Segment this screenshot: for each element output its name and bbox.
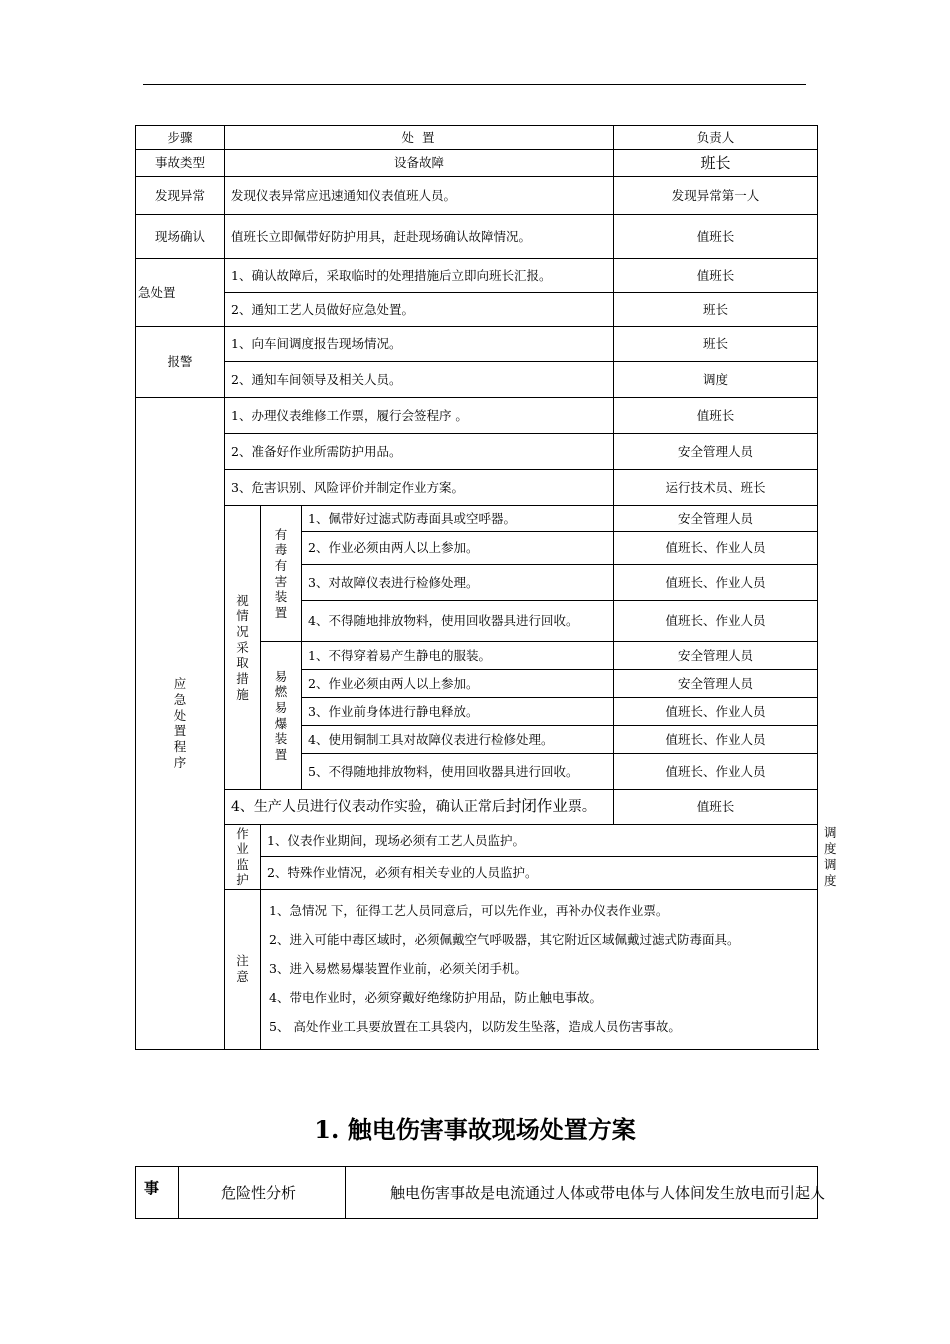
emergency-row bbox=[136, 259, 818, 293]
procedure-owner: 值班长 bbox=[614, 398, 818, 434]
procedure-row bbox=[136, 398, 818, 434]
accident-type-value: 设备故障 bbox=[225, 150, 614, 177]
emergency-owner: 班长 bbox=[614, 293, 818, 327]
header-rule bbox=[143, 84, 806, 85]
alarm-text: 2、通知车间领导及相关人员。 bbox=[225, 362, 614, 398]
procedure-final-owner: 值班长 bbox=[614, 790, 818, 825]
emergency-label: 急处置 bbox=[136, 259, 225, 327]
section-title: 1. 触电伤害事故现场处置方案 bbox=[314, 1115, 636, 1144]
procedure-label bbox=[136, 398, 225, 1050]
accident-type-label: 事故类型 bbox=[136, 150, 225, 177]
confirm-label: 现场确认 bbox=[136, 215, 225, 259]
flammable-text: 2、作业必须由两人以上参加。 bbox=[302, 670, 614, 698]
procedure-text: 3、危害识别、风险评价并制定作业方案。 bbox=[225, 470, 614, 506]
note-item: 2、进入可能中毒区域时，必须佩戴空气呼吸器，其它附近区域佩戴过滤式防毒面具。 bbox=[269, 931, 740, 947]
flammable-owner: 安全管理人员 bbox=[614, 670, 818, 698]
toxic-label-text: 有毒有害装置 bbox=[274, 526, 288, 620]
flammable-label-text: 易燃易爆装置 bbox=[274, 668, 288, 762]
emergency-owner: 值班长 bbox=[614, 259, 818, 293]
note-item: 1、急情况 下，征得工艺人员同意后，可以先作业，再补办仪表作业票。 bbox=[269, 902, 669, 918]
flammable-text: 4、使用铜制工具对故障仪表进行检修处理。 bbox=[302, 726, 614, 754]
risk-col1: 事 bbox=[136, 1167, 179, 1219]
confirm-text: 值班长立即佩带好防护用具，赶赴现场确认故障情况。 bbox=[225, 215, 614, 259]
supervision-text: 2、特殊作业情况，必须有相关专业的人员监护。 bbox=[261, 857, 818, 889]
flammable-text: 3、作业前身体进行静电释放。 bbox=[302, 698, 614, 726]
note-item: 5、 高处作业工具要放置在工具袋内，以防发生坠落，造成人员伤害事故。 bbox=[269, 1018, 681, 1034]
toxic-label bbox=[261, 506, 302, 642]
discover-row bbox=[136, 177, 818, 215]
flammable-owner: 值班长、作业人员 bbox=[614, 726, 818, 754]
notes-label: 注 意 bbox=[225, 889, 261, 1049]
toxic-row bbox=[136, 506, 818, 532]
emergency-row bbox=[136, 293, 818, 327]
flammable-text: 5、不得随地排放物料，使用回收器具进行回收。 bbox=[302, 754, 614, 790]
situational-label bbox=[225, 506, 261, 790]
header-owner: 负责人 bbox=[614, 126, 818, 150]
procedure-text: 2、准备好作业所需防护用品。 bbox=[225, 434, 614, 470]
note-item: 4、带电作业时，必须穿戴好绝缘防护用品，防止触电事故。 bbox=[269, 989, 602, 1005]
alarm-label: 报警 bbox=[136, 327, 225, 398]
confirm-row bbox=[136, 215, 818, 259]
toxic-text: 2、作业必须由两人以上参加。 bbox=[302, 532, 614, 565]
toxic-text: 1、佩带好过滤式防毒面具或空呼器。 bbox=[302, 506, 614, 532]
header-action: 处 置 bbox=[225, 126, 614, 150]
emergency-text: 2、通知工艺人员做好应急处置。 bbox=[225, 293, 614, 327]
toxic-owner: 安全管理人员 bbox=[614, 506, 818, 532]
final-text-b: 封闭作业 bbox=[505, 797, 568, 816]
procedure-row bbox=[136, 470, 818, 506]
risk-col2: 危险性分析 bbox=[179, 1167, 346, 1219]
supervision-row: 2、特殊作业情况，必须有相关专业的人员监护。 调度 bbox=[136, 857, 818, 889]
risk-col3: 触电伤害事故是电流通过人体或带电体与人体间发生放电而引起人 bbox=[346, 1167, 818, 1219]
supervision-label: 作业监护 bbox=[225, 825, 261, 890]
confirm-owner: 值班长 bbox=[614, 215, 818, 259]
procedure-table bbox=[135, 125, 837, 1050]
supervision-text: 1、仪表作业期间，现场必须有工艺人员监护。 bbox=[261, 825, 818, 857]
note-item: 3、进入易燃易爆装置作业前，必须关闭手机。 bbox=[269, 960, 527, 976]
header-row bbox=[136, 126, 818, 150]
risk-row bbox=[136, 1167, 818, 1219]
procedure-owner: 安全管理人员 bbox=[614, 434, 818, 470]
procedure-final-text bbox=[225, 790, 614, 825]
final-text-c: 票。 bbox=[567, 799, 596, 816]
toxic-owner: 值班长、作业人员 bbox=[614, 532, 818, 565]
toxic-text: 3、对故障仪表进行检修处理。 bbox=[302, 565, 614, 601]
procedure-final-row bbox=[136, 790, 818, 825]
discover-owner: 发现异常第一人 bbox=[614, 177, 818, 215]
discover-text: 发现仪表异常应迅速通知仪表值班人员。 bbox=[225, 177, 614, 215]
flammable-text: 1、不得穿着易产生静电的服装。 bbox=[302, 642, 614, 670]
flammable-label bbox=[261, 642, 302, 790]
procedure-row bbox=[136, 434, 818, 470]
notes-body bbox=[261, 889, 818, 1049]
procedure-text: 1、办理仪表维修工作票，履行会签程序 。 bbox=[225, 398, 614, 434]
toxic-owner: 值班长、作业人员 bbox=[614, 601, 818, 642]
final-text-a: 4、生产人员进行仪表动作实验，确认正常后 bbox=[231, 799, 506, 816]
accident-type-owner: 班长 bbox=[614, 150, 818, 177]
procedure-owner: 运行技术员、班长 bbox=[614, 470, 818, 506]
flammable-owner: 值班长、作业人员 bbox=[614, 698, 818, 726]
toxic-text: 4、不得随地排放物料，使用回收器具进行回收。 bbox=[302, 601, 614, 642]
flammable-owner: 值班长、作业人员 bbox=[614, 754, 818, 790]
alarm-owner: 调度 bbox=[614, 362, 818, 398]
flammable-owner: 安全管理人员 bbox=[614, 642, 818, 670]
alarm-row bbox=[136, 362, 818, 398]
alarm-text: 1、向车间调度报告现场情况。 bbox=[225, 327, 614, 362]
emergency-text: 1、确认故障后，采取临时的处理措施后立即向班长汇报。 bbox=[225, 259, 614, 293]
header-step: 步骤 bbox=[136, 126, 225, 150]
supervision-row: 作业监护 1、仪表作业期间，现场必须有工艺人员监护。 调度 bbox=[136, 825, 818, 857]
accident-type-row bbox=[136, 150, 818, 177]
toxic-owner: 值班长、作业人员 bbox=[614, 565, 818, 601]
notes-row bbox=[136, 889, 818, 1049]
situational-label-text: 视情况采取措施 bbox=[236, 592, 249, 702]
alarm-owner: 班长 bbox=[614, 327, 818, 362]
risk-table bbox=[135, 1166, 826, 1219]
alarm-row bbox=[136, 327, 818, 362]
procedure-label-text: 应急处置程序 bbox=[173, 676, 187, 770]
discover-label: 发现异常 bbox=[136, 177, 225, 215]
